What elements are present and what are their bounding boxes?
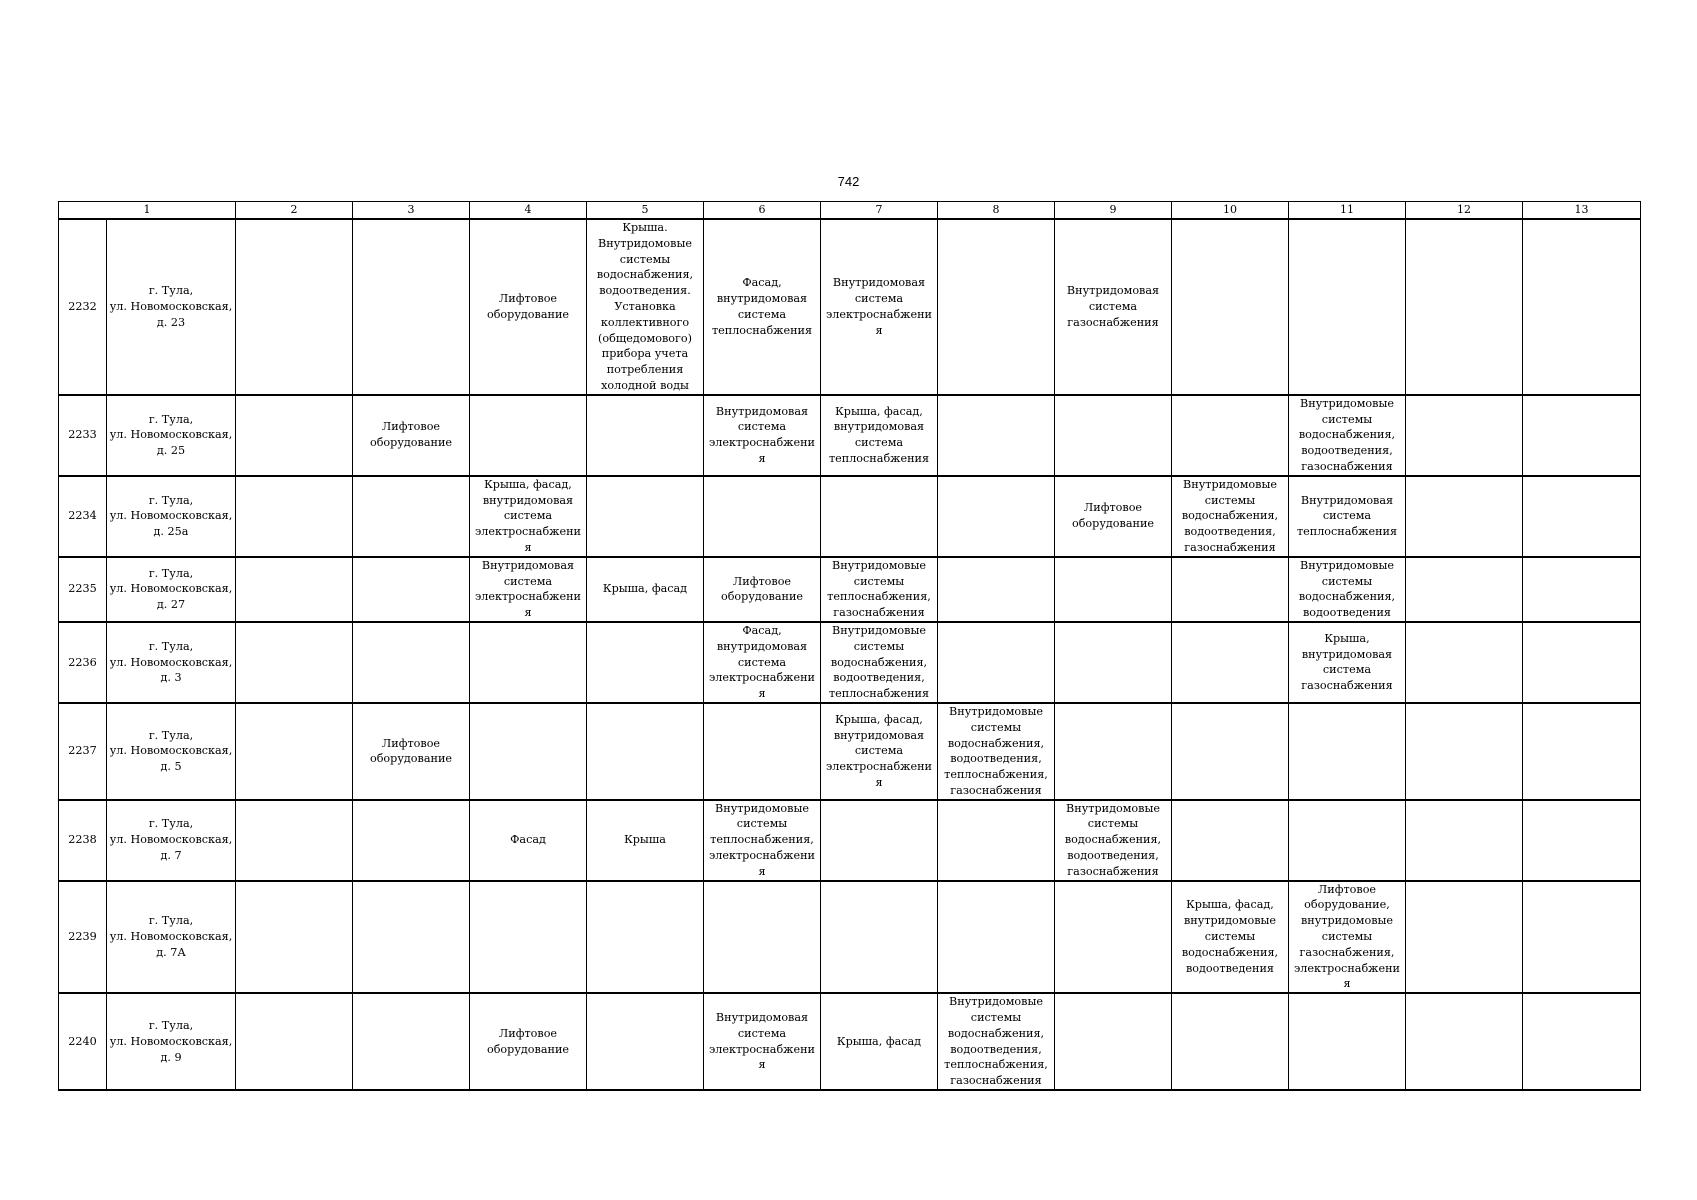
- work-cell: Внутридомовые системы водоснабжения, водоотведения, газоснабжения: [1172, 476, 1289, 557]
- address-cell: г. Тула, ул. Новомосковская, д. 25а: [107, 476, 236, 557]
- work-cell: Фасад: [470, 800, 587, 881]
- work-cell: Крыша: [587, 800, 704, 881]
- work-cell: [236, 800, 353, 881]
- work-cell: [1523, 557, 1641, 622]
- work-cell: [1406, 703, 1523, 800]
- work-cell: [1406, 557, 1523, 622]
- work-cell: [821, 800, 938, 881]
- work-cell: [1523, 881, 1641, 994]
- work-cell: Внутридомовые системы водоснабжения, водоотведения, теплоснабжения: [821, 622, 938, 703]
- address-cell: г. Тула, ул. Новомосковская, д. 23: [107, 219, 236, 395]
- row-number: 2239: [59, 881, 107, 994]
- table-row: [59, 881, 1641, 994]
- work-cell: [1055, 622, 1172, 703]
- work-cell: [236, 993, 353, 1090]
- work-cell: [587, 395, 704, 476]
- work-cell: Внутридомовые системы теплоснабжения, электроснабжения: [704, 800, 821, 881]
- work-cell: [236, 219, 353, 395]
- work-cell: [1406, 395, 1523, 476]
- page-number: 742: [837, 174, 860, 189]
- table-row: [59, 557, 1641, 622]
- work-cell: Крыша, фасад, внутридомовая система электроснабжения: [821, 703, 938, 800]
- work-cell: [236, 476, 353, 557]
- work-cell: [587, 622, 704, 703]
- work-cell: [1523, 395, 1641, 476]
- work-cell: Лифтовое оборудование: [470, 993, 587, 1090]
- work-cell: [1172, 557, 1289, 622]
- work-cell: Внутридомовые системы водоснабжения, водоотведения, теплоснабжения, газоснабжения: [938, 993, 1055, 1090]
- row-number: 2238: [59, 800, 107, 881]
- work-cell: [236, 622, 353, 703]
- row-number: 2232: [59, 219, 107, 395]
- work-cell: [1289, 800, 1406, 881]
- row-number: 2233: [59, 395, 107, 476]
- row-number: 2240: [59, 993, 107, 1090]
- work-cell: Лифтовое оборудование: [353, 703, 470, 800]
- address-cell: г. Тула, ул. Новомосковская, д. 27: [107, 557, 236, 622]
- work-cell: Внутридомовая система газоснабжения: [1055, 219, 1172, 395]
- address-cell: г. Тула, ул. Новомосковская, д. 25: [107, 395, 236, 476]
- table-row: [59, 476, 1641, 557]
- work-cell: [470, 395, 587, 476]
- column-header: 8: [938, 202, 1055, 220]
- work-cell: Лифтовое оборудование: [1055, 476, 1172, 557]
- work-cell: [470, 881, 587, 994]
- work-cell: [1055, 703, 1172, 800]
- work-cell: [470, 703, 587, 800]
- work-cell: [1523, 800, 1641, 881]
- address-cell: г. Тула, ул. Новомосковская, д. 7А: [107, 881, 236, 994]
- work-cell: Крыша, фасад: [821, 993, 938, 1090]
- work-cell: [1523, 993, 1641, 1090]
- address-cell: г. Тула, ул. Новомосковская, д. 5: [107, 703, 236, 800]
- row-number: 2236: [59, 622, 107, 703]
- column-header: 13: [1523, 202, 1641, 220]
- address-cell: г. Тула, ул. Новомосковская, д. 3: [107, 622, 236, 703]
- work-cell: Лифтовое оборудование: [704, 557, 821, 622]
- work-cell: [587, 476, 704, 557]
- column-header: 2: [236, 202, 353, 220]
- work-cell: Крыша, внутридомовая система газоснабжения: [1289, 622, 1406, 703]
- work-cell: [236, 557, 353, 622]
- work-cell: [587, 881, 704, 994]
- work-cell: [1172, 800, 1289, 881]
- work-cell: [1055, 881, 1172, 994]
- work-cell: Внутридомовая система электроснабжения: [470, 557, 587, 622]
- row-number: 2237: [59, 703, 107, 800]
- column-header: 1: [59, 202, 236, 220]
- table-row: [59, 219, 1641, 395]
- work-cell: [1406, 881, 1523, 994]
- work-cell: [821, 476, 938, 557]
- work-cell: [587, 993, 704, 1090]
- work-cell: [1055, 993, 1172, 1090]
- column-header: 6: [704, 202, 821, 220]
- work-cell: [353, 219, 470, 395]
- work-cell: [704, 476, 821, 557]
- work-cell: [1172, 703, 1289, 800]
- work-cell: [353, 993, 470, 1090]
- work-cell: [236, 881, 353, 994]
- work-cell: [353, 622, 470, 703]
- work-cell: Крыша, фасад, внутридомовые системы водоснабжения, водоотведения: [1172, 881, 1289, 994]
- work-cell: Крыша. Внутридомовые системы водоснабжения, водоотведения. Установка коллективного (общедомового) прибора учета потребления холодной воды: [587, 219, 704, 395]
- work-cell: [704, 703, 821, 800]
- work-cell: [1406, 800, 1523, 881]
- work-cell: [938, 395, 1055, 476]
- table-row: [59, 703, 1641, 800]
- work-cell: Лифтовое оборудование, внутридомовые системы газоснабжения, электроснабжения: [1289, 881, 1406, 994]
- work-cell: [236, 703, 353, 800]
- column-header: 3: [353, 202, 470, 220]
- work-cell: Лифтовое оборудование: [353, 395, 470, 476]
- work-cell: Крыша, фасад, внутридомовая система электроснабжения: [470, 476, 587, 557]
- work-cell: [938, 476, 1055, 557]
- work-cell: [353, 800, 470, 881]
- work-cell: Внутридомовая система электроснабжения: [704, 395, 821, 476]
- work-cell: [353, 881, 470, 994]
- work-cell: [1406, 622, 1523, 703]
- work-cell: Внутридомовая система электроснабжения: [704, 993, 821, 1090]
- column-header: 4: [470, 202, 587, 220]
- column-header: 7: [821, 202, 938, 220]
- work-cell: [1289, 219, 1406, 395]
- work-cell: [1055, 395, 1172, 476]
- work-cell: [938, 881, 1055, 994]
- row-number: 2234: [59, 476, 107, 557]
- work-cell: Внутридомовые системы водоснабжения, водоотведения: [1289, 557, 1406, 622]
- work-cell: [1523, 219, 1641, 395]
- work-cell: [821, 881, 938, 994]
- header-row: [59, 202, 1641, 220]
- work-cell: [1055, 557, 1172, 622]
- work-cell: [938, 800, 1055, 881]
- row-number: 2235: [59, 557, 107, 622]
- work-cell: [1523, 622, 1641, 703]
- work-cell: [1172, 219, 1289, 395]
- work-cell: [938, 557, 1055, 622]
- address-cell: г. Тула, ул. Новомосковская, д. 9: [107, 993, 236, 1090]
- work-cell: [938, 622, 1055, 703]
- column-header: 11: [1289, 202, 1406, 220]
- work-cell: [1523, 476, 1641, 557]
- work-cell: [236, 395, 353, 476]
- work-cell: [1172, 993, 1289, 1090]
- work-cell: Внутридомовые системы теплоснабжения, газоснабжения: [821, 557, 938, 622]
- work-cell: [1289, 993, 1406, 1090]
- column-header: 5: [587, 202, 704, 220]
- column-header: 12: [1406, 202, 1523, 220]
- work-cell: [470, 622, 587, 703]
- repair-schedule-table: [58, 201, 1641, 1091]
- work-cell: [1406, 219, 1523, 395]
- work-cell: Внутридомовые системы водоснабжения, водоотведения, теплоснабжения, газоснабжения: [938, 703, 1055, 800]
- work-cell: Крыша, фасад, внутридомовая система теплоснабжения: [821, 395, 938, 476]
- work-cell: Лифтовое оборудование: [470, 219, 587, 395]
- work-cell: Внутридомовые системы водоснабжения, водоотведения, газоснабжения: [1055, 800, 1172, 881]
- work-cell: [353, 557, 470, 622]
- work-cell: [1172, 395, 1289, 476]
- address-cell: г. Тула, ул. Новомосковская, д. 7: [107, 800, 236, 881]
- table-row: [59, 993, 1641, 1090]
- column-header: 9: [1055, 202, 1172, 220]
- column-header: 10: [1172, 202, 1289, 220]
- work-cell: [1289, 703, 1406, 800]
- work-cell: [1406, 476, 1523, 557]
- work-cell: Внутридомовая система теплоснабжения: [1289, 476, 1406, 557]
- work-cell: [1523, 703, 1641, 800]
- work-cell: [704, 881, 821, 994]
- work-cell: Внутридомовая система электроснабжения: [821, 219, 938, 395]
- work-cell: Внутридомовые системы водоснабжения, водоотведения, газоснабжения: [1289, 395, 1406, 476]
- work-cell: [587, 703, 704, 800]
- work-cell: [353, 476, 470, 557]
- table-row: [59, 395, 1641, 476]
- work-cell: Фасад, внутридомовая система теплоснабжения: [704, 219, 821, 395]
- work-cell: [1406, 993, 1523, 1090]
- work-cell: Фасад, внутридомовая система электроснабжения: [704, 622, 821, 703]
- work-cell: [1172, 622, 1289, 703]
- table-row: [59, 622, 1641, 703]
- work-cell: Крыша, фасад: [587, 557, 704, 622]
- work-cell: [938, 219, 1055, 395]
- table-row: [59, 800, 1641, 881]
